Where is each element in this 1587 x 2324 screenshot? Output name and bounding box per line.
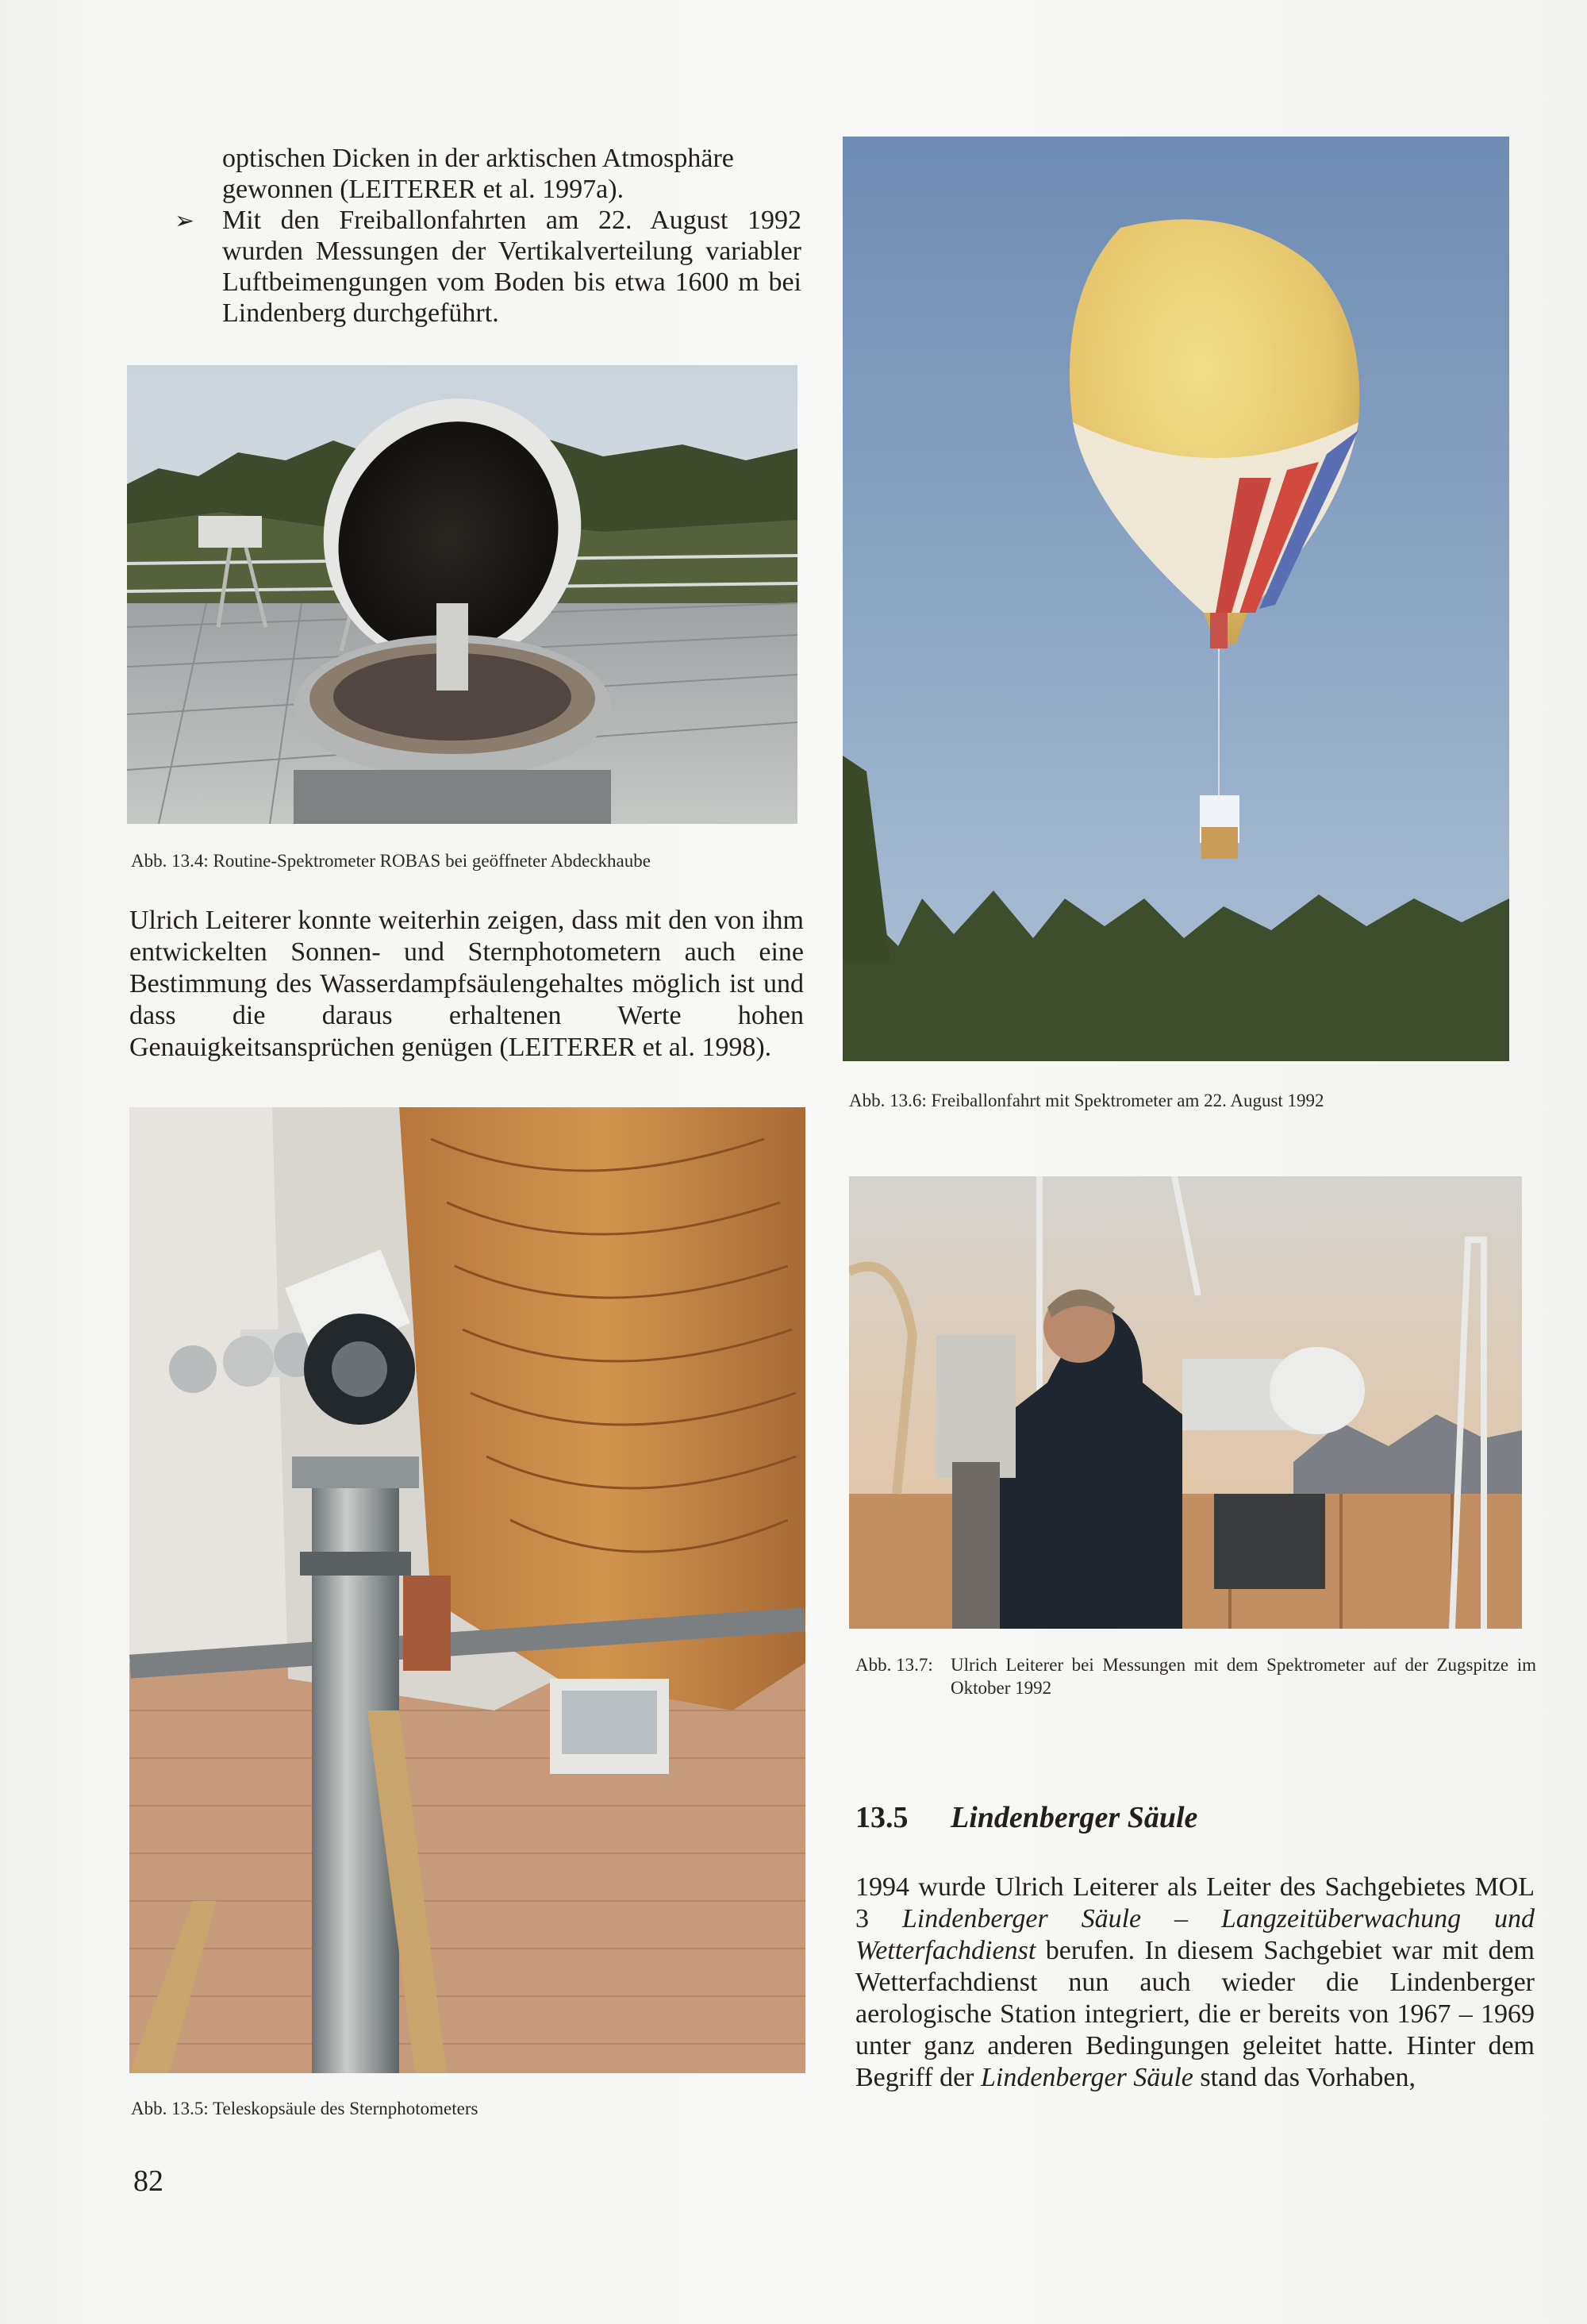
bullet-item: Mit den Freiballonfahrten am 22. August 1992 wurden Messungen der Vertikalverteilung variabler Luftbeimengungen vom Boden bis etwa 1600 m bei Lindenberg durchgeführt. xyxy=(222,206,801,328)
caption-fig-13-7-label: Abb. 13.7: xyxy=(855,1655,933,1675)
text-run: 1994 wurde Ulrich Leiterer als Leiter des Sachgebietes MOL 3 xyxy=(855,1872,1535,1933)
photo-free-balloon xyxy=(843,137,1509,1061)
continuation-line: gewonnen (LEITERER et al. 1997a). xyxy=(222,175,624,204)
section-paragraph xyxy=(855,1872,1535,2094)
section-number: 13.5 xyxy=(855,1801,909,1834)
paragraph-water-vapor: Ulrich Leiterer konnte weiterhin zeigen, dass mit den von ihm entwickelten Sonnen- und Sternphotometern auch eine Bestimmung des Wasserdampfsäulengehaltes möglich ist und dass die daraus erhaltenen Werte hohen Genauigkeitsansprüchen genügen (LEITERER et al. 1998). xyxy=(129,906,804,1062)
caption-fig-13-6: Abb. 13.6: Freiballonfahrt mit Spektrometer am 22. August 1992 xyxy=(849,1091,1324,1110)
photo-robas-spectrometer xyxy=(127,365,797,824)
continuation-line: optischen Dicken in der arktischen Atmosphäre xyxy=(222,144,734,173)
caption-fig-13-4: Abb. 13.4: Routine-Spektrometer ROBAS bei geöffneter Abdeckhaube xyxy=(131,851,651,871)
page-number: 82 xyxy=(133,2164,163,2198)
photo-telescope-column xyxy=(129,1107,805,2073)
italic-run: Lindenberger Säule xyxy=(980,2063,1193,2092)
italic-run: Lindenberger Säule – Langzeitüberwachung und Wetterfachdienst xyxy=(855,1904,1535,1965)
text-run: stand das Vorhaben, xyxy=(1193,2063,1416,2092)
caption-fig-13-5: Abb. 13.5: Teleskopsäule des Sternphotometers xyxy=(131,2099,478,2118)
photo-leiterer-zugspitze xyxy=(849,1176,1522,1629)
section-title: Lindenberger Säule xyxy=(951,1801,1198,1834)
caption-fig-13-7-text: Ulrich Leiterer bei Messungen mit dem Spektrometer auf der Zugspitze im Oktober 1992 xyxy=(951,1655,1536,1698)
section-heading xyxy=(855,1800,1197,1835)
bullet-continuation xyxy=(222,143,801,205)
text-run: berufen. In diesem Sachgebiet war mit dem Wetterfachdienst nun auch wieder die Lindenberger aerologische Station integriert, die er bereits von 1967 – 1969 unter ganz anderen Bedingungen geleitet hatte. Hinter dem Begriff der xyxy=(855,1936,1535,2092)
bullet-arrow-icon: ➢ xyxy=(175,207,195,235)
